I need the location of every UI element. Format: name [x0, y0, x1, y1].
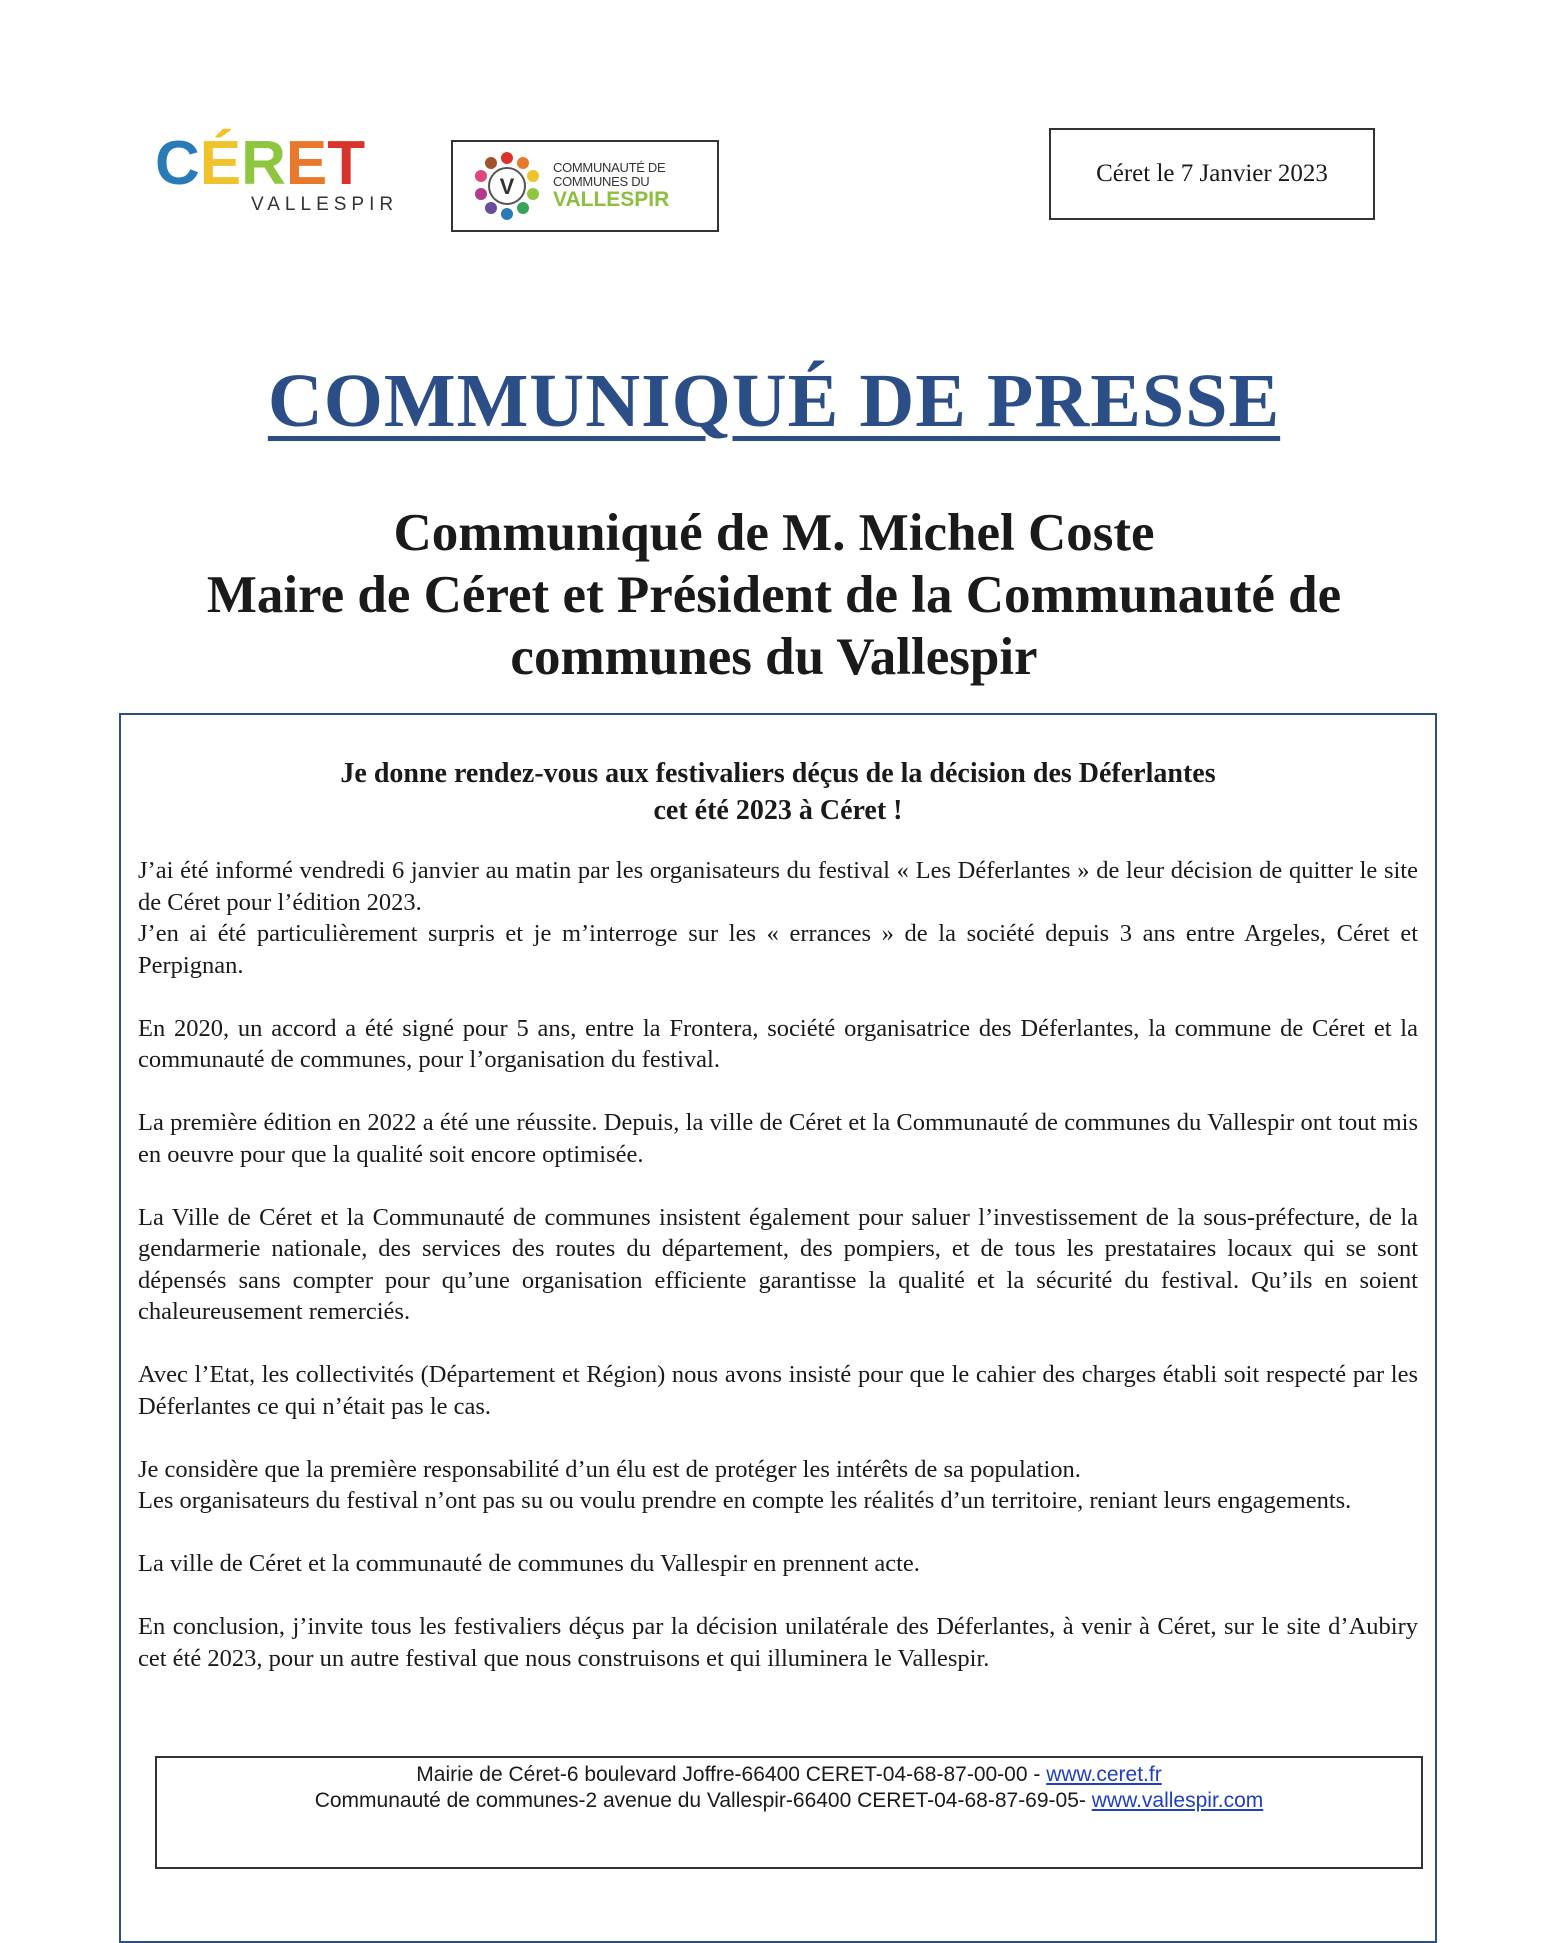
- ccv-logo-text: [553, 161, 669, 211]
- date-text: Céret le 7 Janvier 2023: [1096, 160, 1328, 187]
- footer-line1-text: Mairie de Céret-6 boulevard Joffre-66400 CERET-04-68-87-00-00 -: [416, 1763, 1047, 1786]
- paragraph-6: [138, 1454, 1418, 1517]
- footer-line2: [157, 1788, 1421, 1814]
- paragraph-4: La Ville de Céret et la Communauté de communes insistent également pour saluer l’investissement de la sous-préfecture, de la gendarmerie nationale, des services des routes du département, des pompiers, et de tous les prestataires locaux qui se sont dépensés sans compter pour qu’une organisation efficiente garantisse la qualité et la sécurité du festival. Qu’ils en soient chaleureusement remerciés.: [138, 1203, 1418, 1325]
- footer-line1: [157, 1762, 1421, 1788]
- ceret-logo-letter: C: [155, 129, 198, 198]
- subtitle-line1: Communiqué de M. Michel Coste: [393, 504, 1155, 562]
- ceret-website-link[interactable]: www.ceret.fr: [1046, 1763, 1162, 1786]
- ccv-logo-line3: VALLESPIR: [553, 188, 670, 211]
- page-title: [0, 358, 1548, 445]
- ceret-logo-subtitle: VALLESPIR: [251, 194, 399, 215]
- ceret-logo-letter: R: [241, 129, 284, 198]
- subtitle: [0, 502, 1548, 688]
- subtitle-line3: communes du Vallespir: [510, 628, 1038, 686]
- ceret-logo-word: [155, 129, 405, 198]
- paragraph-1-line1: J’ai été informé vendredi 6 janvier au matin par les organisateurs du festival « Les Déferlantes » de leur décision de quitter le site de Céret pour l’édition 2023.: [138, 857, 1418, 916]
- ccv-logo-letter: V: [499, 174, 515, 199]
- paragraph-1-line2: J’en ai été particulièrement surpris et je m’interroge sur les « errances » de la société depuis 3 ans entre Argeles, Céret et Perpignan.: [138, 920, 1418, 979]
- headline: [121, 755, 1435, 829]
- content-box: [119, 713, 1437, 1943]
- paragraph-2: En 2020, un accord a été signé pour 5 ans, entre la Frontera, société organisatrice des Déferlantes, la commune de Céret et la communauté de communes, pour l’organisation du festival.: [138, 1014, 1418, 1073]
- paragraph-6-line1: Je considère que la première responsabilité d’un élu est de protéger les intérêts de sa population.: [138, 1455, 1081, 1483]
- ccv-logo-icon: [471, 150, 543, 222]
- headline-line1: Je donne rendez-vous aux festivaliers déçus de la décision des Déferlantes: [340, 758, 1216, 789]
- ceret-logo-letter: E: [285, 129, 326, 198]
- page-title-text: COMMUNIQUÉ DE PRESSE: [267, 359, 1281, 443]
- ccv-logo-line1: COMMUNAUTÉ DE: [553, 160, 666, 175]
- paragraph-7: La ville de Céret et la communauté de communes du Vallespir en prennent acte.: [138, 1550, 920, 1577]
- paragraph-6-line2: Les organisateurs du festival n’ont pas su ou voulu prendre en compte les réalités d’un territoire, reniant leurs engagements.: [138, 1487, 1352, 1514]
- footer-line2-text: Communauté de communes-2 avenue du Vallespir-66400 CERET-04-68-87-69-05-: [314, 1789, 1092, 1812]
- ceret-logo-letter: T: [327, 129, 364, 198]
- vallespir-website-link[interactable]: www.vallespir.com: [1091, 1789, 1264, 1812]
- body-text: [138, 855, 1418, 1706]
- ccv-logo: [451, 140, 719, 232]
- footer-contact-box: [155, 1756, 1423, 1869]
- ceret-logo: [155, 129, 405, 215]
- date-box: [1049, 128, 1375, 220]
- ccv-logo-line2: COMMUNES DU: [553, 174, 650, 189]
- subtitle-line2: Maire de Céret et Président de la Communauté de: [206, 566, 1342, 624]
- paragraph-3: La première édition en 2022 a été une réussite. Depuis, la ville de Céret et la Communauté de communes du Vallespir ont tout mis en oeuvre pour que la qualité soit encore optimisée.: [138, 1109, 1418, 1168]
- paragraph-1: [138, 855, 1418, 981]
- paragraph-5: Avec l’Etat, les collectivités (Département et Région) nous avons insisté pour que le cahier des charges établi soit respecté par les Déferlantes ce qui n’était pas le cas.: [138, 1361, 1418, 1420]
- headline-line2: cet été 2023 à Céret !: [653, 795, 903, 826]
- ceret-logo-letter: É: [199, 129, 240, 198]
- paragraph-8: En conclusion, j’invite tous les festivaliers déçus par la décision unilatérale des Déferlantes, à venir à Céret, sur le site d’Aubiry cet été 2023, pour un autre festival que nous construisons et qui illuminera le Vallespir.: [138, 1613, 1418, 1672]
